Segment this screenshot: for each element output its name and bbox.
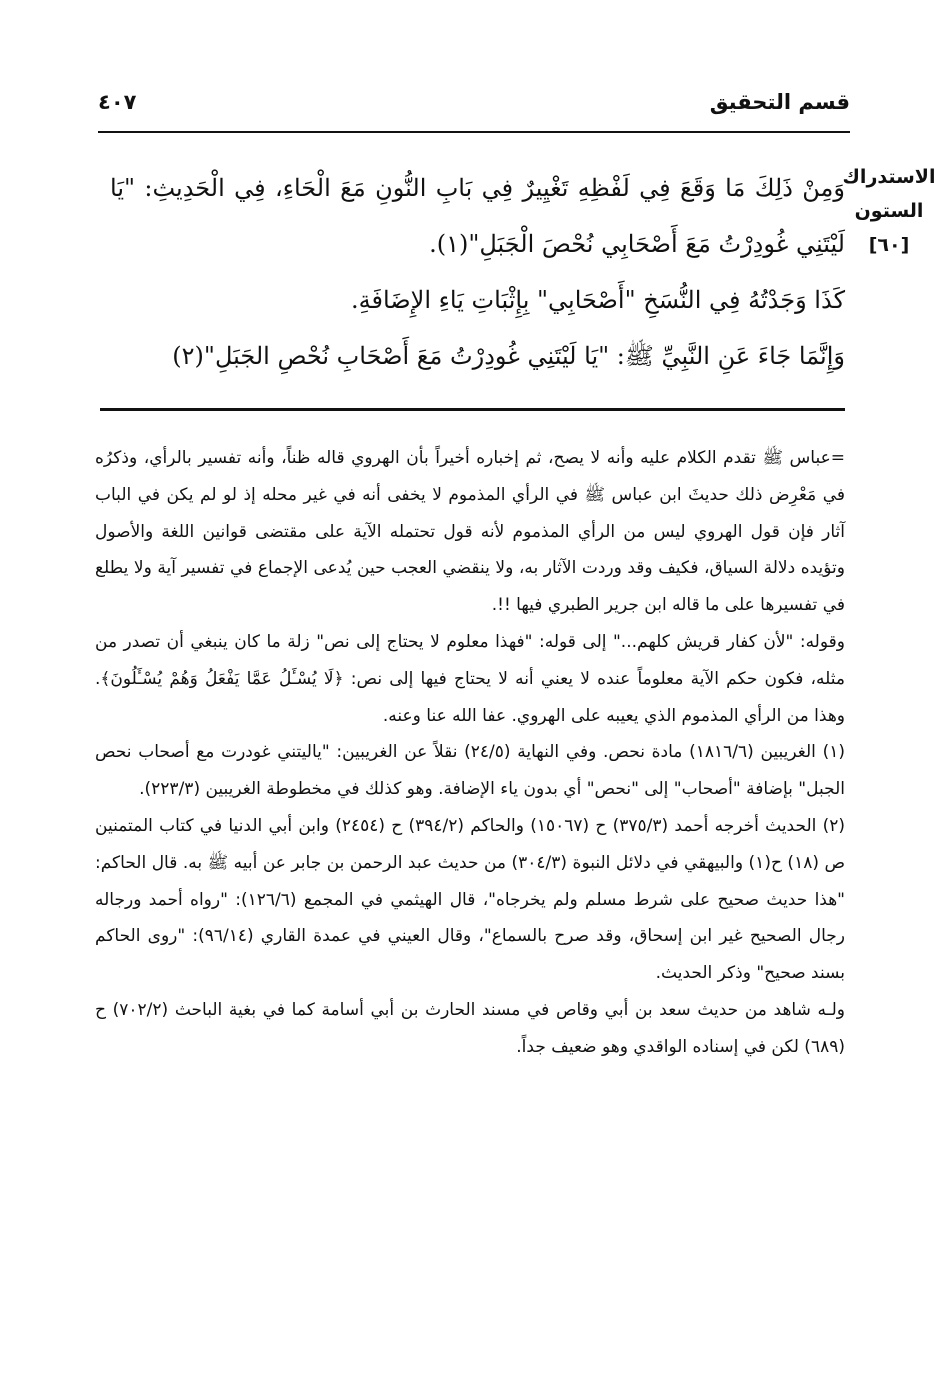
margin-note-title: الاستدراك xyxy=(842,166,936,188)
main-paragraph: وَإِنَّمَا جَاءَ عَنِ النَّبِيِّ ﷺ: "يَا لَيْتَنِي غُودِرْتُ مَعَ أَصْحَابِ نُحْصِ الجَبَلِ"(٢) xyxy=(172,342,845,370)
section-title: قسم التحقيق xyxy=(709,90,850,114)
margin-note-ordinal: الستون xyxy=(854,200,924,222)
margin-note-number: [٦٠] xyxy=(868,234,910,256)
margin-note xyxy=(839,160,939,262)
footnote-2: (٢) الحديث أخرجه أحمد (٣٧٥/٣) ح (١٥٠٦٧) والحاكم (٣٩٤/٢) ح (٢٤٥٤) وابن أبي الدنيا في كتاب المتمنين ص (١٨) ح(١) والبيهقي في دلائل النبوة (٣٠٤/٣) من حديث عبد الرحمن بن جابر عن أبيه ﷺ به. قال الحاكم: "هذا حديث صحيح على شرط مسلم ولم يخرجاه"، قال الهيثمي في المجمع (١٢٦/٦): "رواه أحمد ورجاله رجال الصحيح غير ابن إسحاق، وقد صرح بالسماع"، وقال العيني في عمدة القاري (٩٦/١٤): "روى الحاكم بسند صحيح" وذكر الحديث. xyxy=(95,815,846,984)
page-number: ٤٠٧ xyxy=(98,90,137,114)
footnote-continuation: وقوله: "لأن كفار قريش كلهم..." إلى قوله: "فهذا معلوم لا يحتاج إلى نص" زلة ما كان ينبغي أن تصدر من مثله، فكون حكم الآية معلوماً عنده لا يعني أنه لا يحتاج فيها إلى نص: ﴿لَا يُسْـَٔلُ عَمَّا يَفْعَلُ وَهُمْ يُسْـَٔلُونَ﴾. وهذا من الرأي المذموم الذي يعيبه على الهروي. عفا الله عنا وعنه. xyxy=(95,631,845,726)
main-paragraph: وَمِنْ ذَلِكَ مَا وَقَعَ فِي لَفْظِهِ تَغْيِيرٌ فِي بَابِ النُّونِ مَعَ الْحَاءِ، فِي الْحَدِيثِ: "يَا لَيْتَنِي غُودِرْتُ مَعَ أَصْحَابِي نُحْصَ الْجَبَلِ"(١). xyxy=(110,174,845,258)
main-paragraph: كَذَا وَجَدْتُهُ فِي النُّسَخِ "أَصْحَابِي" بِإِثْبَاتِ يَاءِ الإِضَافَةِ. xyxy=(351,286,845,314)
header-divider xyxy=(98,131,850,133)
footnotes xyxy=(95,440,845,1066)
footnote-1: (١) الغريبين (١٨١٦/٦) مادة نحص. وفي النهاية (٢٤/٥) نقلاً عن الغريبين: "ياليتني غودرت مع أصحاب نحص الجبل" بإضافة "أصحاب" إلى "نحص" أي بدون ياء الإضافة. وهو كذلك في مخطوطة الغريبين (٢٢٣/٣). xyxy=(95,742,845,800)
main-text xyxy=(110,160,845,384)
footnote-2-supplement: ولـه شاهد من حديث سعد بن أبي وقاص في مسند الحارث بن أبي أسامة كما في بغية الباحث (٧٠٢/٢) ح (٦٨٩) لكن في إسناده الواقدي وهو ضعيف جداً. xyxy=(95,999,845,1057)
footnote-continuation: =عباس ﷺ تقدم الكلام عليه وأنه لا يصح، ثم إخباره أخيراً بأن الهروي قاله ظناً، وأنه تفسير بالرأي، وذكرُه في مَعْرِض ذلك حديثَ ابن عباس ﷺ في الرأي المذموم لا يخفى أنه في غير محله إذ لو لم يكن في الباب آثار فإن قول الهروي ليس من الرأي المذموم لأنه قول تحتمله الآية على مقتضى قوانين اللغة والأصول وتؤيده دلالة السياق، فكيف وقد وردت الآثار به، ولا ينقضي العجب حين يُدعى الإجماع في تفسير آية ولا يطلع في تفسيرها على ما قاله ابن جرير الطبري فيها !!. xyxy=(95,448,845,616)
page-header xyxy=(98,86,850,126)
footnote-divider xyxy=(100,408,845,411)
